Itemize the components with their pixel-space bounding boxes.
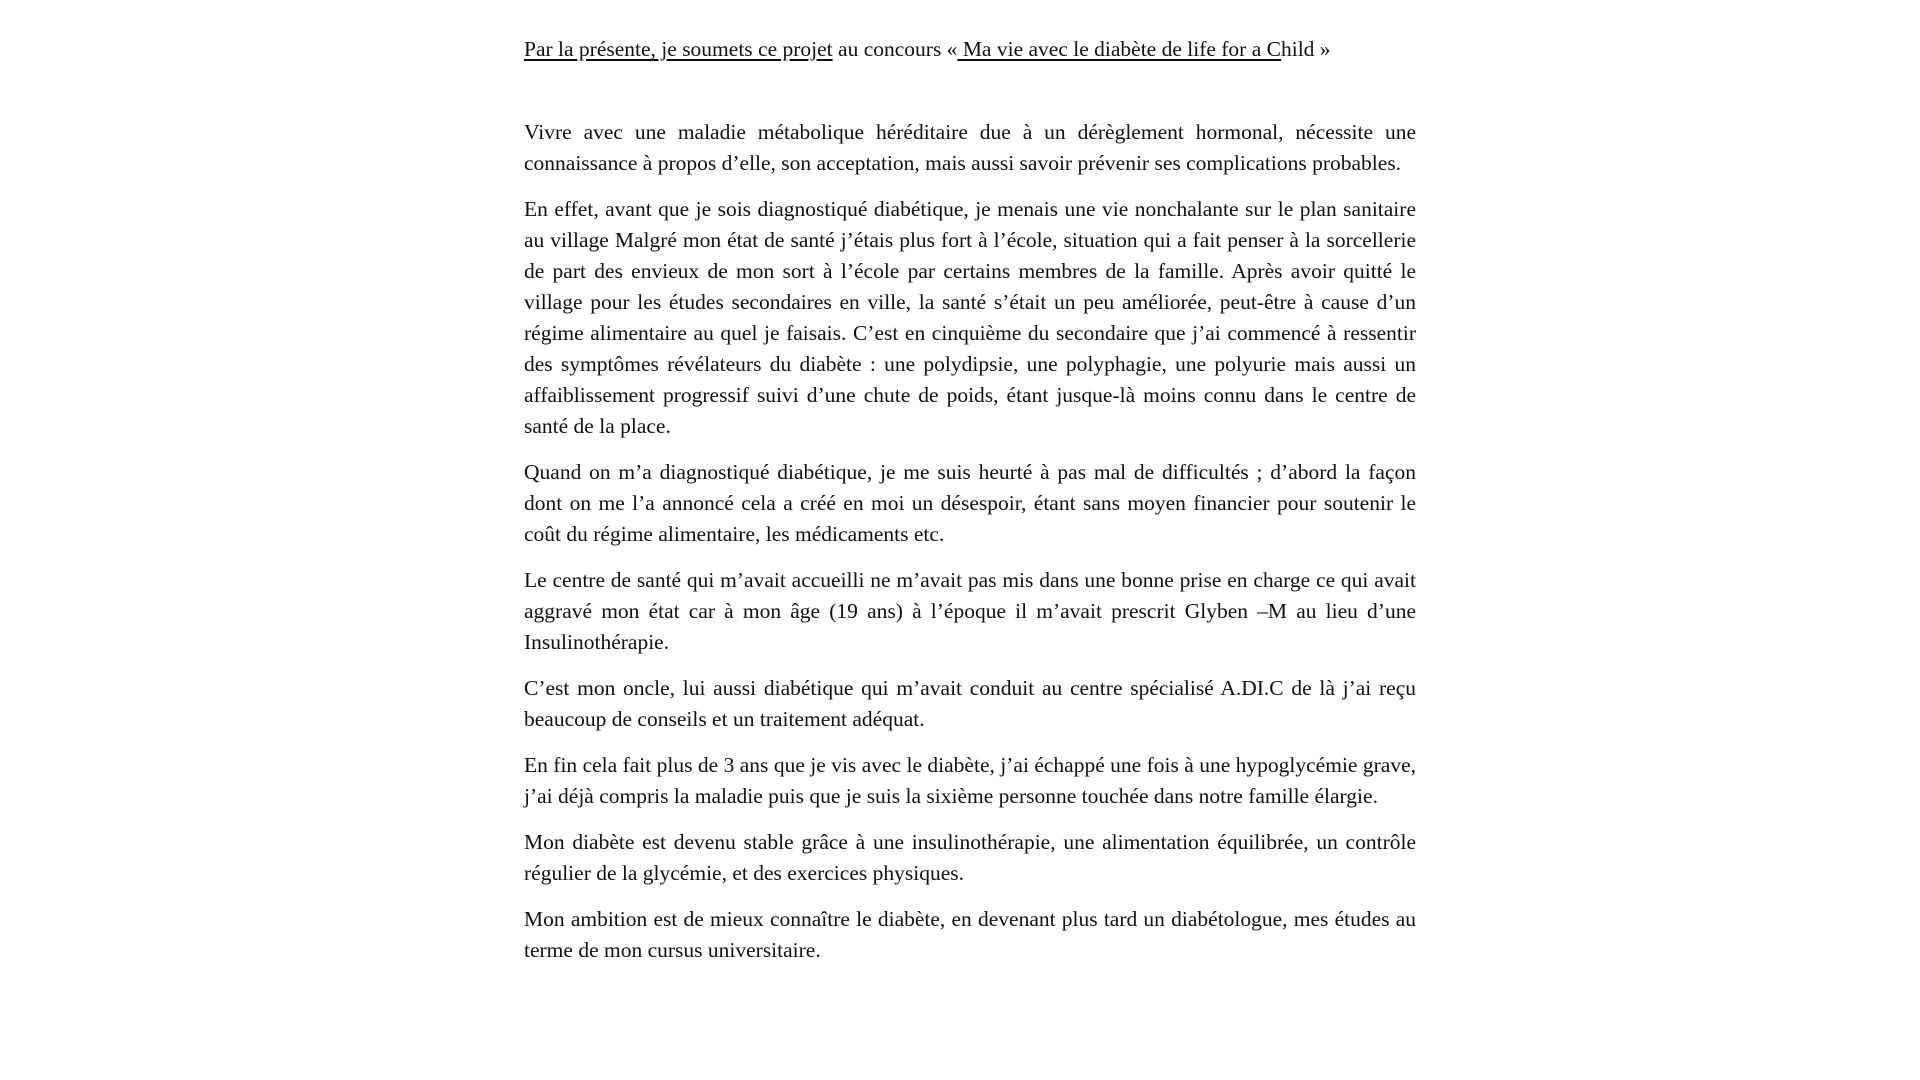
title-segment-plain: au concours « (832, 37, 958, 61)
title-segment-plain: hild » (1280, 37, 1331, 61)
body-paragraph: Vivre avec une maladie métabolique héréditaire due à un dérèglement hormonal, nécessite une connaissance à propos d’elle, son acceptation, mais aussi savoir prévenir ses complications probables. (524, 120, 1416, 175)
body-paragraph: Mon ambition est de mieux connaître le diabète, en devenant plus tard un diabétologue, mes études au terme de mon cursus universitaire. (524, 907, 1416, 962)
body-paragraph: C’est mon oncle, lui aussi diabétique qui m’avait conduit au centre spécialisé A.DI.C de là j’ai reçu beaucoup de conseils et un traitement adéquat. (524, 676, 1416, 731)
body-paragraph: Quand on m’a diagnostiqué diabétique, je me suis heurté à pas mal de difficultés ; d’abord la façon dont on me l’a annoncé cela a créé en moi un désespoir, étant sans moyen financier pour soutenir le coût du régime alimentaire, les médicaments etc. (524, 460, 1416, 546)
body-paragraph: En effet, avant que je sois diagnostiqué diabétique, je menais une vie nonchalante sur le plan sanitaire au village Malgré mon état de santé j’étais plus fort à l’école, situation qui a fait penser à la sorcellerie de part des envieux de mon sort à l’école par certains membres de la famille. Après avoir quitté le village pour les études secondaires en ville, la santé s’était un peu améliorée, peut-être à cause d’un régime alimentaire au quel je faisais. C’est en cinquième du secondaire que j’ai commencé à ressentir des symptômes révélateurs du diabète : une polydipsie, une polyphagie, une polyurie mais aussi un affaiblissement progressif suivi d’une chute de poids, étant jusque-là moins connu dans le centre de santé de la place. (524, 197, 1416, 438)
body-paragraph: En fin cela fait plus de 3 ans que je vis avec le diabète, j’ai échappé une fois à une hypoglycémie grave, j’ai déjà compris la maladie puis que je suis la sixième personne touchée dans notre famille élargie. (524, 753, 1416, 808)
document-text-column (524, 34, 1416, 966)
body-paragraph: Le centre de santé qui m’avait accueilli ne m’avait pas mis dans une bonne prise en charge ce qui avait aggravé mon état car à mon âge (19 ans) à l’époque il m’avait prescrit Glyben –M au lieu d’une Insulinothérapie. (524, 568, 1416, 654)
title-segment-underlined: Ma vie avec le diabète de life for a C (957, 37, 1281, 61)
title-segment-underlined: Par la présente, je soumets ce projet (524, 37, 833, 61)
document-title (524, 34, 1416, 65)
document-body (524, 117, 1416, 966)
body-paragraph: Mon diabète est devenu stable grâce à une insulinothérapie, une alimentation équilibrée, un contrôle régulier de la glycémie, et des exercices physiques. (524, 830, 1416, 885)
